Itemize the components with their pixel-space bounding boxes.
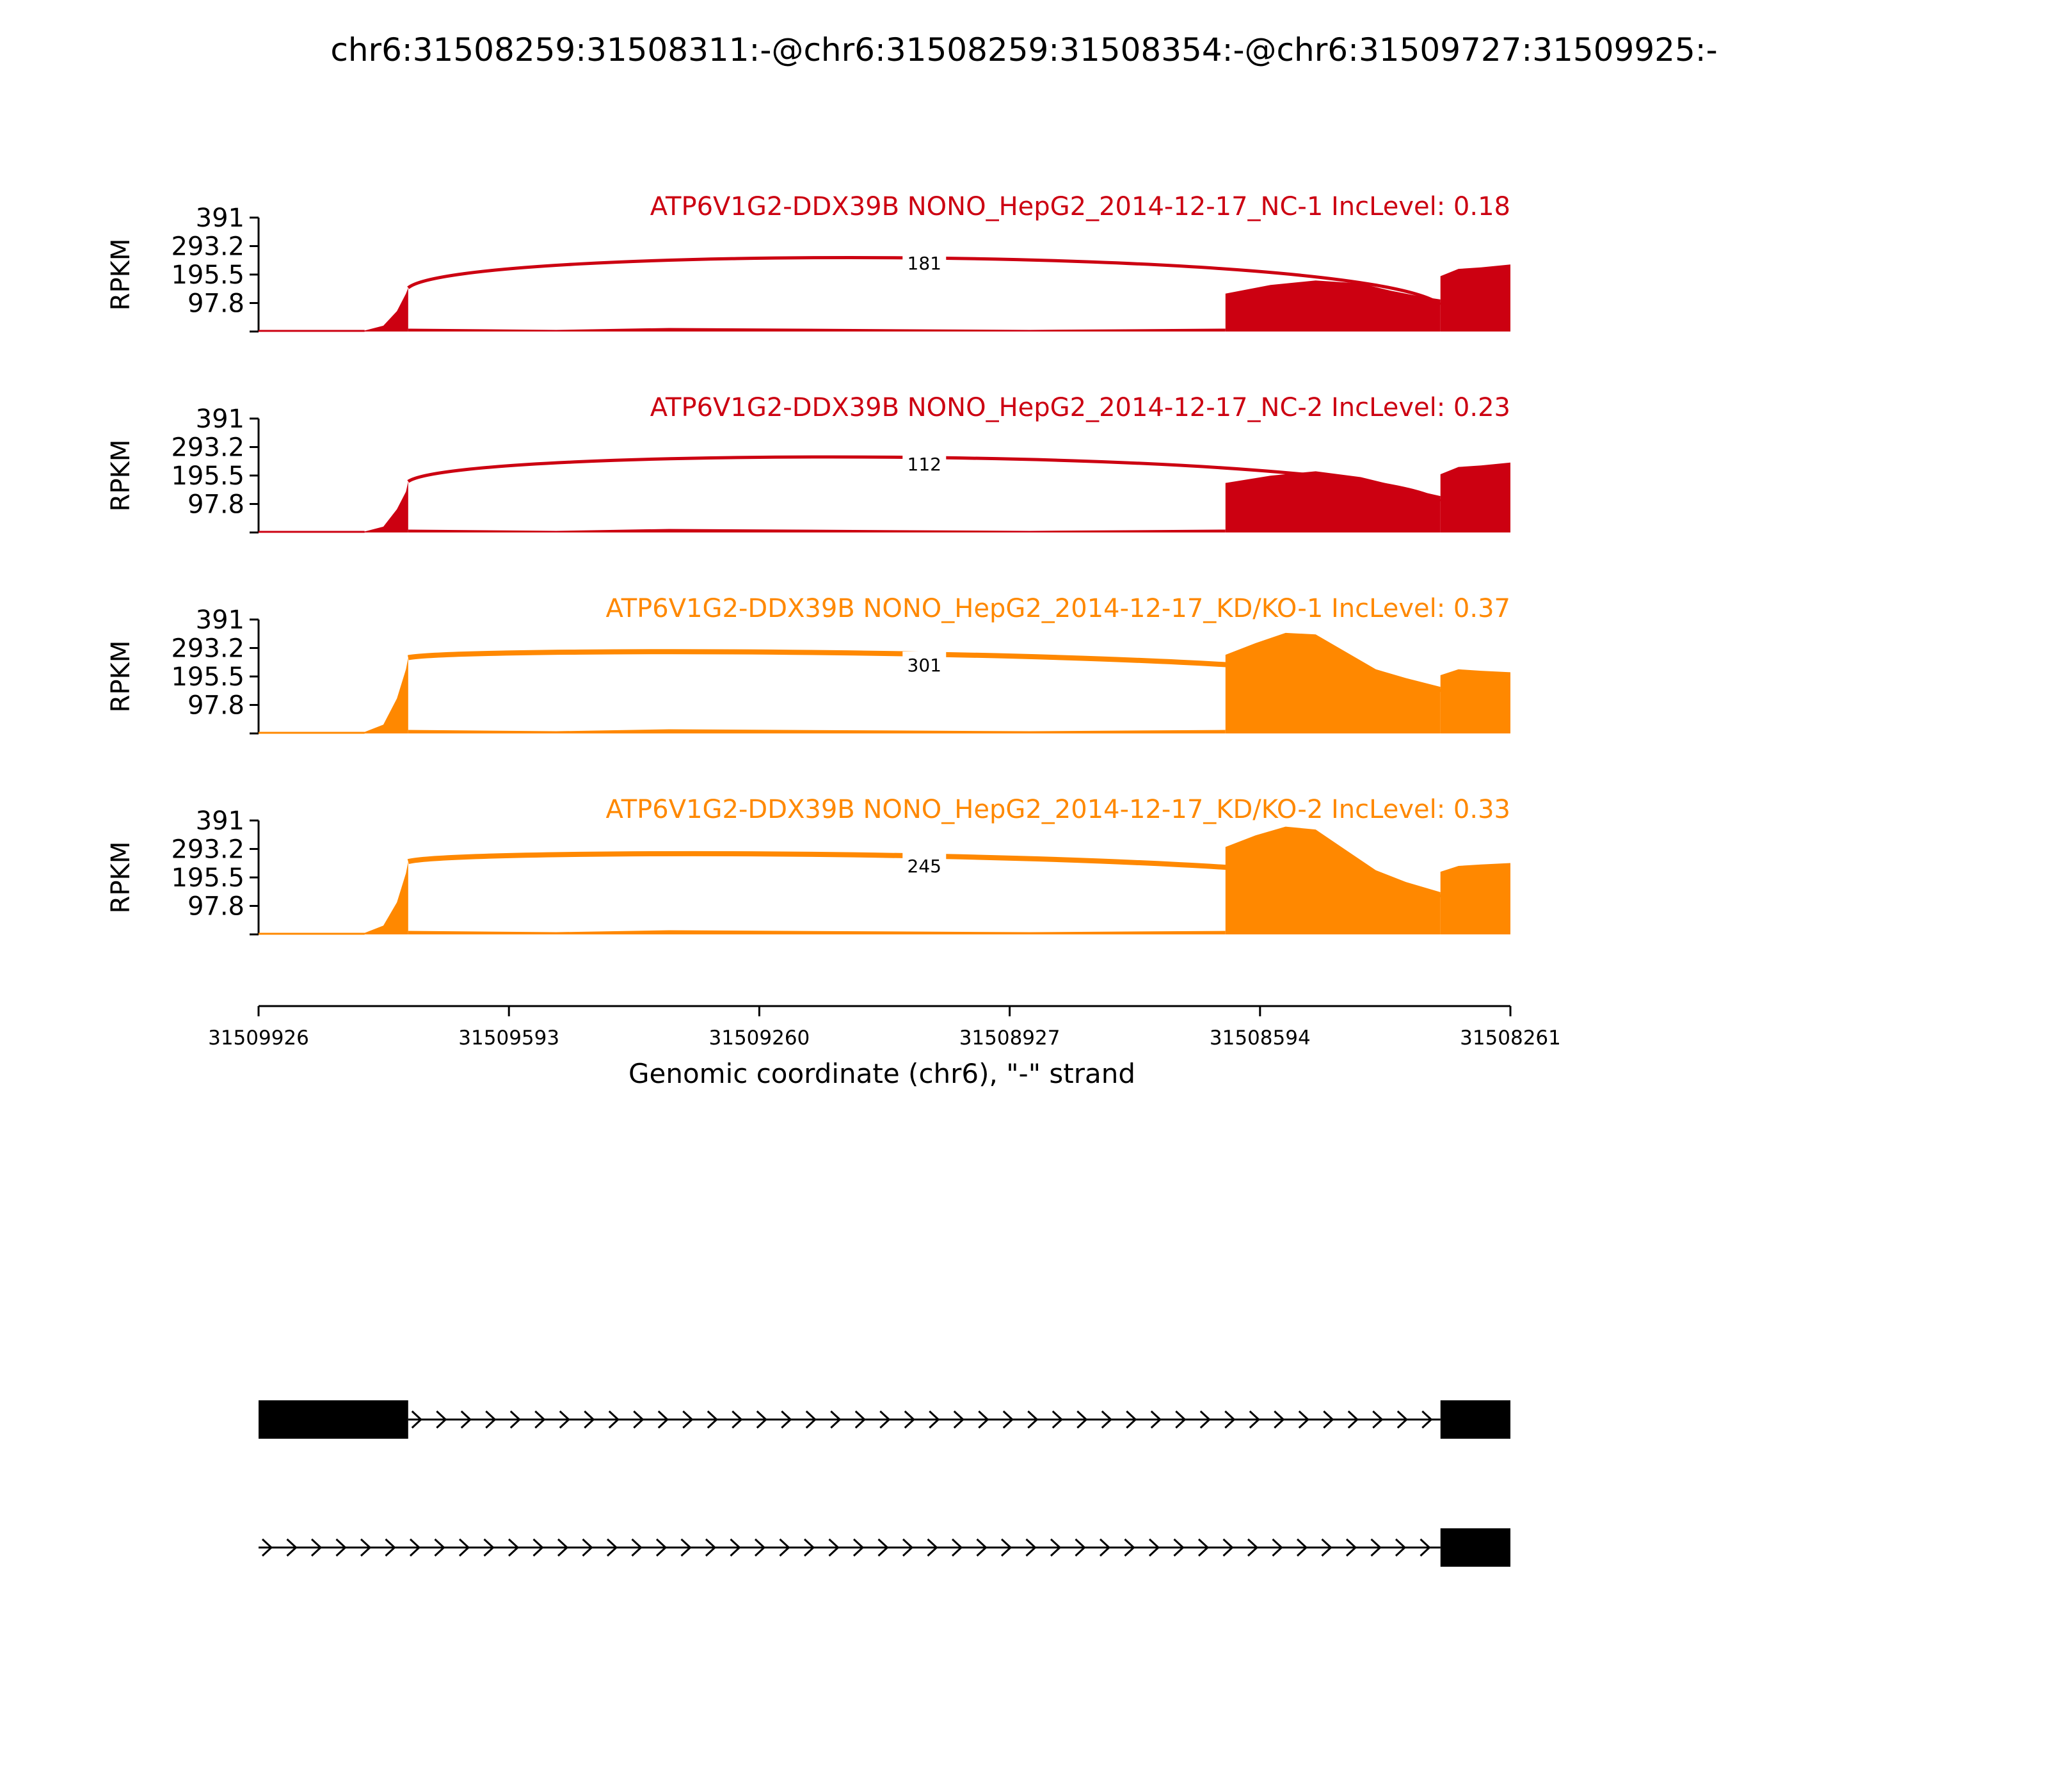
- exon-coverage-downstream: [1441, 863, 1510, 935]
- intron-coverage: [408, 328, 1226, 332]
- y-tick-label: 293.2: [171, 835, 244, 865]
- y-axis-label: RPKM: [106, 640, 136, 713]
- y-tick-label: 391: [195, 806, 244, 836]
- y-tick-label: 293.2: [171, 232, 244, 262]
- y-tick-label: 195.5: [171, 863, 244, 893]
- junction-count-label: 112: [907, 454, 941, 475]
- track-title: ATP6V1G2-DDX39B NONO_HepG2_2014-12-17_KD/KO-1 IncLevel: 0.37: [605, 594, 1510, 623]
- exon-coverage-downstream: [1441, 669, 1510, 733]
- y-tick-label: 97.8: [187, 892, 244, 922]
- track-title: ATP6V1G2-DDX39B NONO_HepG2_2014-12-17_NC-2 IncLevel: 0.23: [650, 393, 1510, 422]
- y-tick-label: 97.8: [187, 490, 244, 520]
- junction-count-label: 245: [907, 856, 941, 877]
- x-tick-label: 31508594: [1209, 1027, 1311, 1050]
- exon-block: [1441, 1528, 1510, 1567]
- exon-coverage-downstream: [1441, 463, 1510, 532]
- intron-coverage: [408, 529, 1226, 532]
- y-tick-label: 293.2: [171, 433, 244, 463]
- y-tick-label: 97.8: [187, 691, 244, 721]
- exon-coverage-upstream: [361, 861, 408, 934]
- y-tick-label: 391: [195, 605, 244, 635]
- coverage-tracks: [106, 192, 1510, 934]
- y-axis-label: RPKM: [106, 841, 136, 914]
- track-title: ATP6V1G2-DDX39B NONO_HepG2_2014-12-17_NC-1 IncLevel: 0.18: [650, 192, 1510, 221]
- y-tick-label: 391: [195, 404, 244, 434]
- y-tick-label: 391: [195, 204, 244, 233]
- exon-coverage-middle: [1226, 827, 1441, 934]
- gene-model: [259, 1400, 1510, 1439]
- gene-models: [259, 1400, 1510, 1567]
- intron-coverage: [408, 730, 1226, 733]
- track-title: ATP6V1G2-DDX39B NONO_HepG2_2014-12-17_KD/KO-2 IncLevel: 0.33: [605, 795, 1510, 824]
- x-tick-label: 31508261: [1460, 1027, 1561, 1050]
- x-axis-label: Genomic coordinate (chr6), "-" strand: [628, 1058, 1136, 1089]
- y-tick-label: 97.8: [187, 289, 244, 319]
- x-tick-label: 31509593: [458, 1027, 560, 1050]
- exon-coverage-upstream: [361, 288, 408, 332]
- y-tick-label: 293.2: [171, 634, 244, 664]
- coverage-track: [106, 795, 1510, 934]
- chart-title: chr6:31508259:31508311:-@chr6:31508259:31508354:-@chr6:31509727:31509925:-: [330, 31, 1718, 68]
- junction-count-label: 301: [907, 655, 941, 676]
- exon-coverage-downstream: [1441, 264, 1510, 332]
- y-tick-label: 195.5: [171, 260, 244, 290]
- y-axis-label: RPKM: [106, 439, 136, 512]
- coverage-track: [106, 393, 1510, 532]
- exon-coverage-upstream: [361, 481, 408, 532]
- y-tick-label: 195.5: [171, 461, 244, 491]
- x-axis: [208, 1006, 1561, 1050]
- y-axis-label: RPKM: [106, 238, 136, 311]
- junction-count-label: 181: [907, 253, 941, 274]
- exon-block: [1441, 1400, 1510, 1439]
- gene-model: [259, 1528, 1510, 1567]
- exon-coverage-upstream: [361, 658, 408, 733]
- exon-block: [259, 1400, 408, 1439]
- coverage-track: [106, 192, 1510, 332]
- coverage-track: [106, 594, 1510, 733]
- exon-coverage-middle: [1226, 471, 1441, 532]
- exon-coverage-middle: [1226, 280, 1441, 332]
- y-tick-label: 195.5: [171, 662, 244, 692]
- x-tick-label: 31508927: [959, 1027, 1060, 1050]
- x-tick-label: 31509260: [708, 1027, 810, 1050]
- intron-coverage: [408, 931, 1226, 934]
- x-tick-label: 31509926: [208, 1027, 309, 1050]
